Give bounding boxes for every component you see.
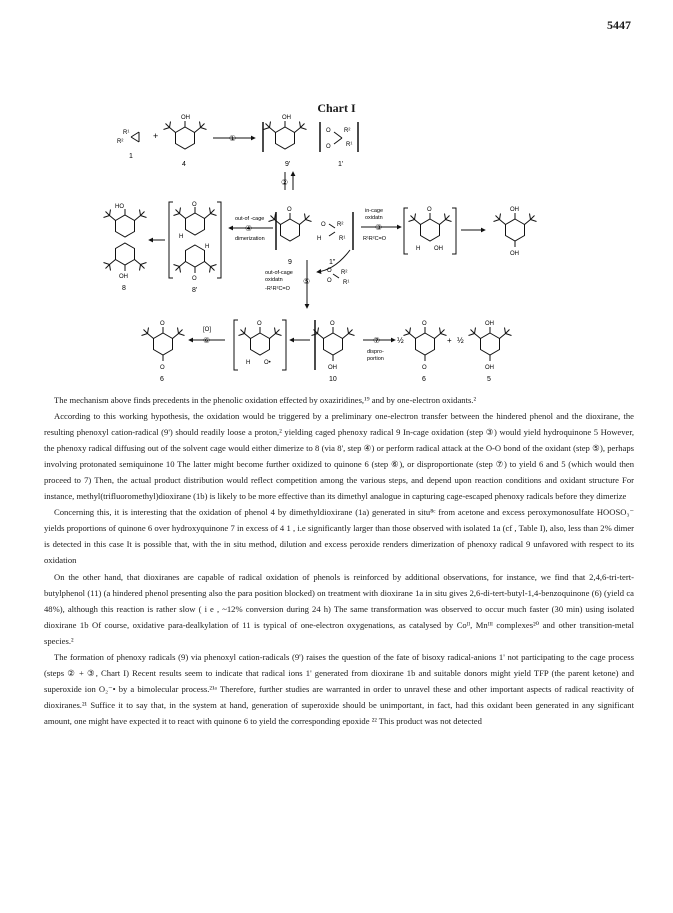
plus-sign: +: [153, 131, 159, 141]
dioxirane-attack: [327, 268, 349, 286]
compound-label-1p: 1': [338, 161, 344, 168]
atom-r1-cage: R¹: [339, 236, 346, 242]
atom-h-8p-a: H: [179, 234, 184, 240]
compound-label-5: 5: [487, 376, 491, 383]
half-fraction-1: ½: [397, 336, 404, 345]
atom-oh-5a: OH: [510, 207, 519, 213]
atom-o-sq: O: [257, 321, 262, 327]
atom-r2-attack: R²: [341, 270, 348, 276]
atom-h-sq: H: [246, 360, 251, 366]
hydroquinone-5-row2: [494, 207, 537, 257]
atom-ho: HO: [115, 204, 124, 210]
annotation-ketone-mid: -R¹R²C=O: [265, 286, 290, 292]
atom-oh-5c: OH: [485, 321, 494, 327]
quinone-6-left: [142, 321, 185, 383]
atom-r1-attack: R¹: [343, 280, 350, 286]
atom-r1-1p: R¹: [346, 142, 353, 148]
phenol-4: [164, 115, 207, 168]
step-5: ⑤: [303, 277, 311, 286]
compound-label-6a: 6: [160, 376, 164, 383]
atom-o-6c: O: [422, 321, 427, 327]
compound-label-1: 1: [129, 153, 133, 160]
atom-o-10: O: [330, 321, 335, 327]
chart-title: Chart I: [317, 101, 356, 115]
step-2: ②: [281, 178, 289, 187]
step-1: ①: [229, 134, 237, 143]
paragraph-4: On the other hand, that dioxiranes are capable of radical oxidation of phenols is reinforced by additional observations, for instance, we find that 2,4,6-tri-tert-butylphenol (11) (a hindered phenol presenting also the para position blocked) on treatment with dioxirane 1a in situ gives 2,6-di-tert-butyl-1,4-benzoquinone (6) (yield ca 48%), although this reaction is rather slow ( i e , ~12% conversion during 24 h) The same transformation was observed to occur much faster (30 min) using isolated dioxirane 1b Of course, oxidative para-dealkylation of 11 is typical of one-electron oxygenations, as catalysed by Coᴵᴵ, Mnᴵᴵᴵ complexes²⁰ and other transition-metal species.²: [44, 571, 634, 646]
annotation-out-of-cage-mid: out-of-cage: [265, 270, 293, 276]
atom-o-dot: O: [326, 144, 331, 150]
compound-label-4: 4: [182, 161, 186, 168]
atom-r2-cage: R²: [337, 222, 344, 228]
atom-oh: OH: [181, 115, 190, 121]
step-3: ③: [375, 223, 383, 232]
phenoxy-radical-9: [269, 207, 312, 266]
atom-oh-hq: OH: [434, 246, 443, 252]
atom-o-8p-bottom: O: [192, 276, 197, 282]
atom-o-minus: O: [326, 128, 331, 134]
paragraph-2: According to this working hypothesis, the oxidation would be triggered by a preliminary one-electron transfer between the hindered phenol and the dioxirane, the resulting phenoxyl cation-radical (9') should readily loose a proton,² yielding caged phenoxy radical 9 In-cage oxidation (step ③) would yield hydroquinone 5 However, the phenoxy radical diffusing out of the solvent cage would either dimerize to 8 (via 8', step ④) or perform radical attack at the O-O bond of the oxidant (step ⑤), perhaps involving protonated semiquinone 10 The latter might become further oxidized to quinone 6 (step ⑥), or disproportionate (step ⑦) to yield 6 and 5 (which would then proceed to 7) Then, the actual product distribution would reflect competition among the various steps, and depend upon reaction conditions and oxidant structure For instance, methyl(trifluoromethyl)dioxirane (1b) is likely to be more effective than its dimethyl analogue in capturing cage-escaped phenoxy radicals before they dimerize: [44, 411, 634, 502]
atom-oh-5d: OH: [485, 365, 494, 371]
annotation-in-cage: in-cage: [365, 208, 384, 214]
compound-label-10: 10: [329, 376, 337, 383]
compound-label-1pp: 1": [329, 259, 336, 266]
atom-o-9: O: [287, 207, 292, 213]
step-7: ⑦: [373, 336, 381, 345]
atom-o-hq: O: [427, 207, 432, 213]
semiquinone-10: [312, 320, 355, 383]
annotation-oxidatn: oxidatn: [365, 215, 383, 221]
compound-label-9: 9: [288, 259, 292, 266]
compound-label-8: 8: [122, 285, 126, 292]
paragraph-3: Concerning this, it is interesting that the oxidation of phenol 4 by dimethyldioxirane (1a) generated in situ⁸ᶜ from acetone and excess peroxymonosulfate HOOSO₃⁻ yields proportions of quinone 6 over hydroxyquinone 7 in excess of 4 1 , i.e significantly larger than those observed with isolated 1a (cf , Table I), also, less than 2% dimer is detected in this case It is possible that, with the in situ method, dilution and excess peroxide renders dimerization of phenoxy radical 9 unfavored with respect to its oxidation: [44, 507, 634, 566]
atom-h-cage: H: [317, 236, 322, 242]
quinone-6-right: [404, 321, 447, 383]
hydroquinone-5-row3: [469, 321, 512, 383]
dimer-intermediate-8p: [169, 202, 221, 294]
annotation-out-of-cage: out-of -cage: [235, 216, 265, 222]
article-body: [44, 392, 634, 729]
hydroquinone-intermediate: [404, 207, 456, 254]
half-fraction-2: ½: [457, 336, 464, 345]
cation-radical-9p: [263, 115, 307, 168]
atom-o-rad-sq: O•: [264, 360, 271, 366]
annotation-dispro: dispro-: [367, 349, 384, 355]
atom-oh-5b: OH: [510, 251, 519, 257]
semiquinone-intermediate: [234, 320, 286, 370]
annotation-oxidatn-mid: oxidatn: [265, 277, 283, 283]
radical-anion-1p: [320, 122, 358, 168]
atom-r2: R²: [117, 139, 124, 145]
atom-h-8p-b: H: [205, 244, 210, 250]
reaction-scheme: [95, 112, 575, 390]
atom-o-attack-a: O: [327, 268, 332, 274]
annotation-ketone: R¹R²C=O: [363, 236, 387, 242]
dioxirane-1: [117, 130, 139, 160]
compound-label-8p: 8': [192, 287, 198, 294]
atom-h-hq: H: [416, 246, 421, 252]
atom-o-6a: O: [160, 321, 165, 327]
cage-complex-1pp: [317, 212, 353, 266]
dimer-8: [104, 204, 147, 292]
plus-sign-2: +: [447, 336, 452, 345]
atom-o-6b: O: [160, 365, 165, 371]
atom-oh-8: OH: [119, 274, 128, 280]
step-6: ⑥: [203, 336, 211, 345]
compound-label-9p: 9': [285, 161, 291, 168]
atom-r2-1p: R²: [344, 128, 351, 134]
atom-oh-cation: OH: [282, 115, 291, 121]
atom-o-6d: O: [422, 365, 427, 371]
atom-o-cage: O: [321, 222, 326, 228]
atom-o-attack-b: O: [327, 278, 332, 284]
step-4: ④: [245, 224, 253, 233]
atom-o-8p-top: O: [192, 202, 197, 208]
paragraph-1: The mechanism above finds precedents in the phenolic oxidation effected by oxaziridines,¹⁹ and by one-electron oxidants.²: [54, 395, 477, 405]
annotation-portion: portion: [367, 356, 384, 362]
annotation-dimerization: dimerization: [235, 236, 265, 242]
paragraph-5: The formation of phenoxy radicals (9) via phenoxyl cation-radicals (9') raises the question of the fate of bisoxy radical-anions 1' not participating to the cage process (steps ② + ③, Chart I) Recent results seem to indicate that radical ions 1' generated from dioxirane 1b and suitable donors might yield TFP (the parent ketone) and superoxide ion O₂⁻• by a bimolecular process.²¹ᵃ Therefore, further studies are warranted in order to unravel these and other important aspects of radical reactivity of dioxiranes.²¹ Suffice it to say that, in the system at hand, generation of superoxide should be unimportant, in fact, had this oxidant been generated in any significant amount, one might have expected it to react with quinone 6 to yield the corresponding epoxide ²² This product was not detected: [44, 651, 634, 726]
atom-r1: R¹: [123, 130, 130, 136]
page-number: 5447: [607, 18, 631, 32]
compound-label-6b: 6: [422, 376, 426, 383]
annotation-oxygen: [O]: [203, 327, 212, 333]
atom-oh-10: OH: [328, 365, 337, 371]
